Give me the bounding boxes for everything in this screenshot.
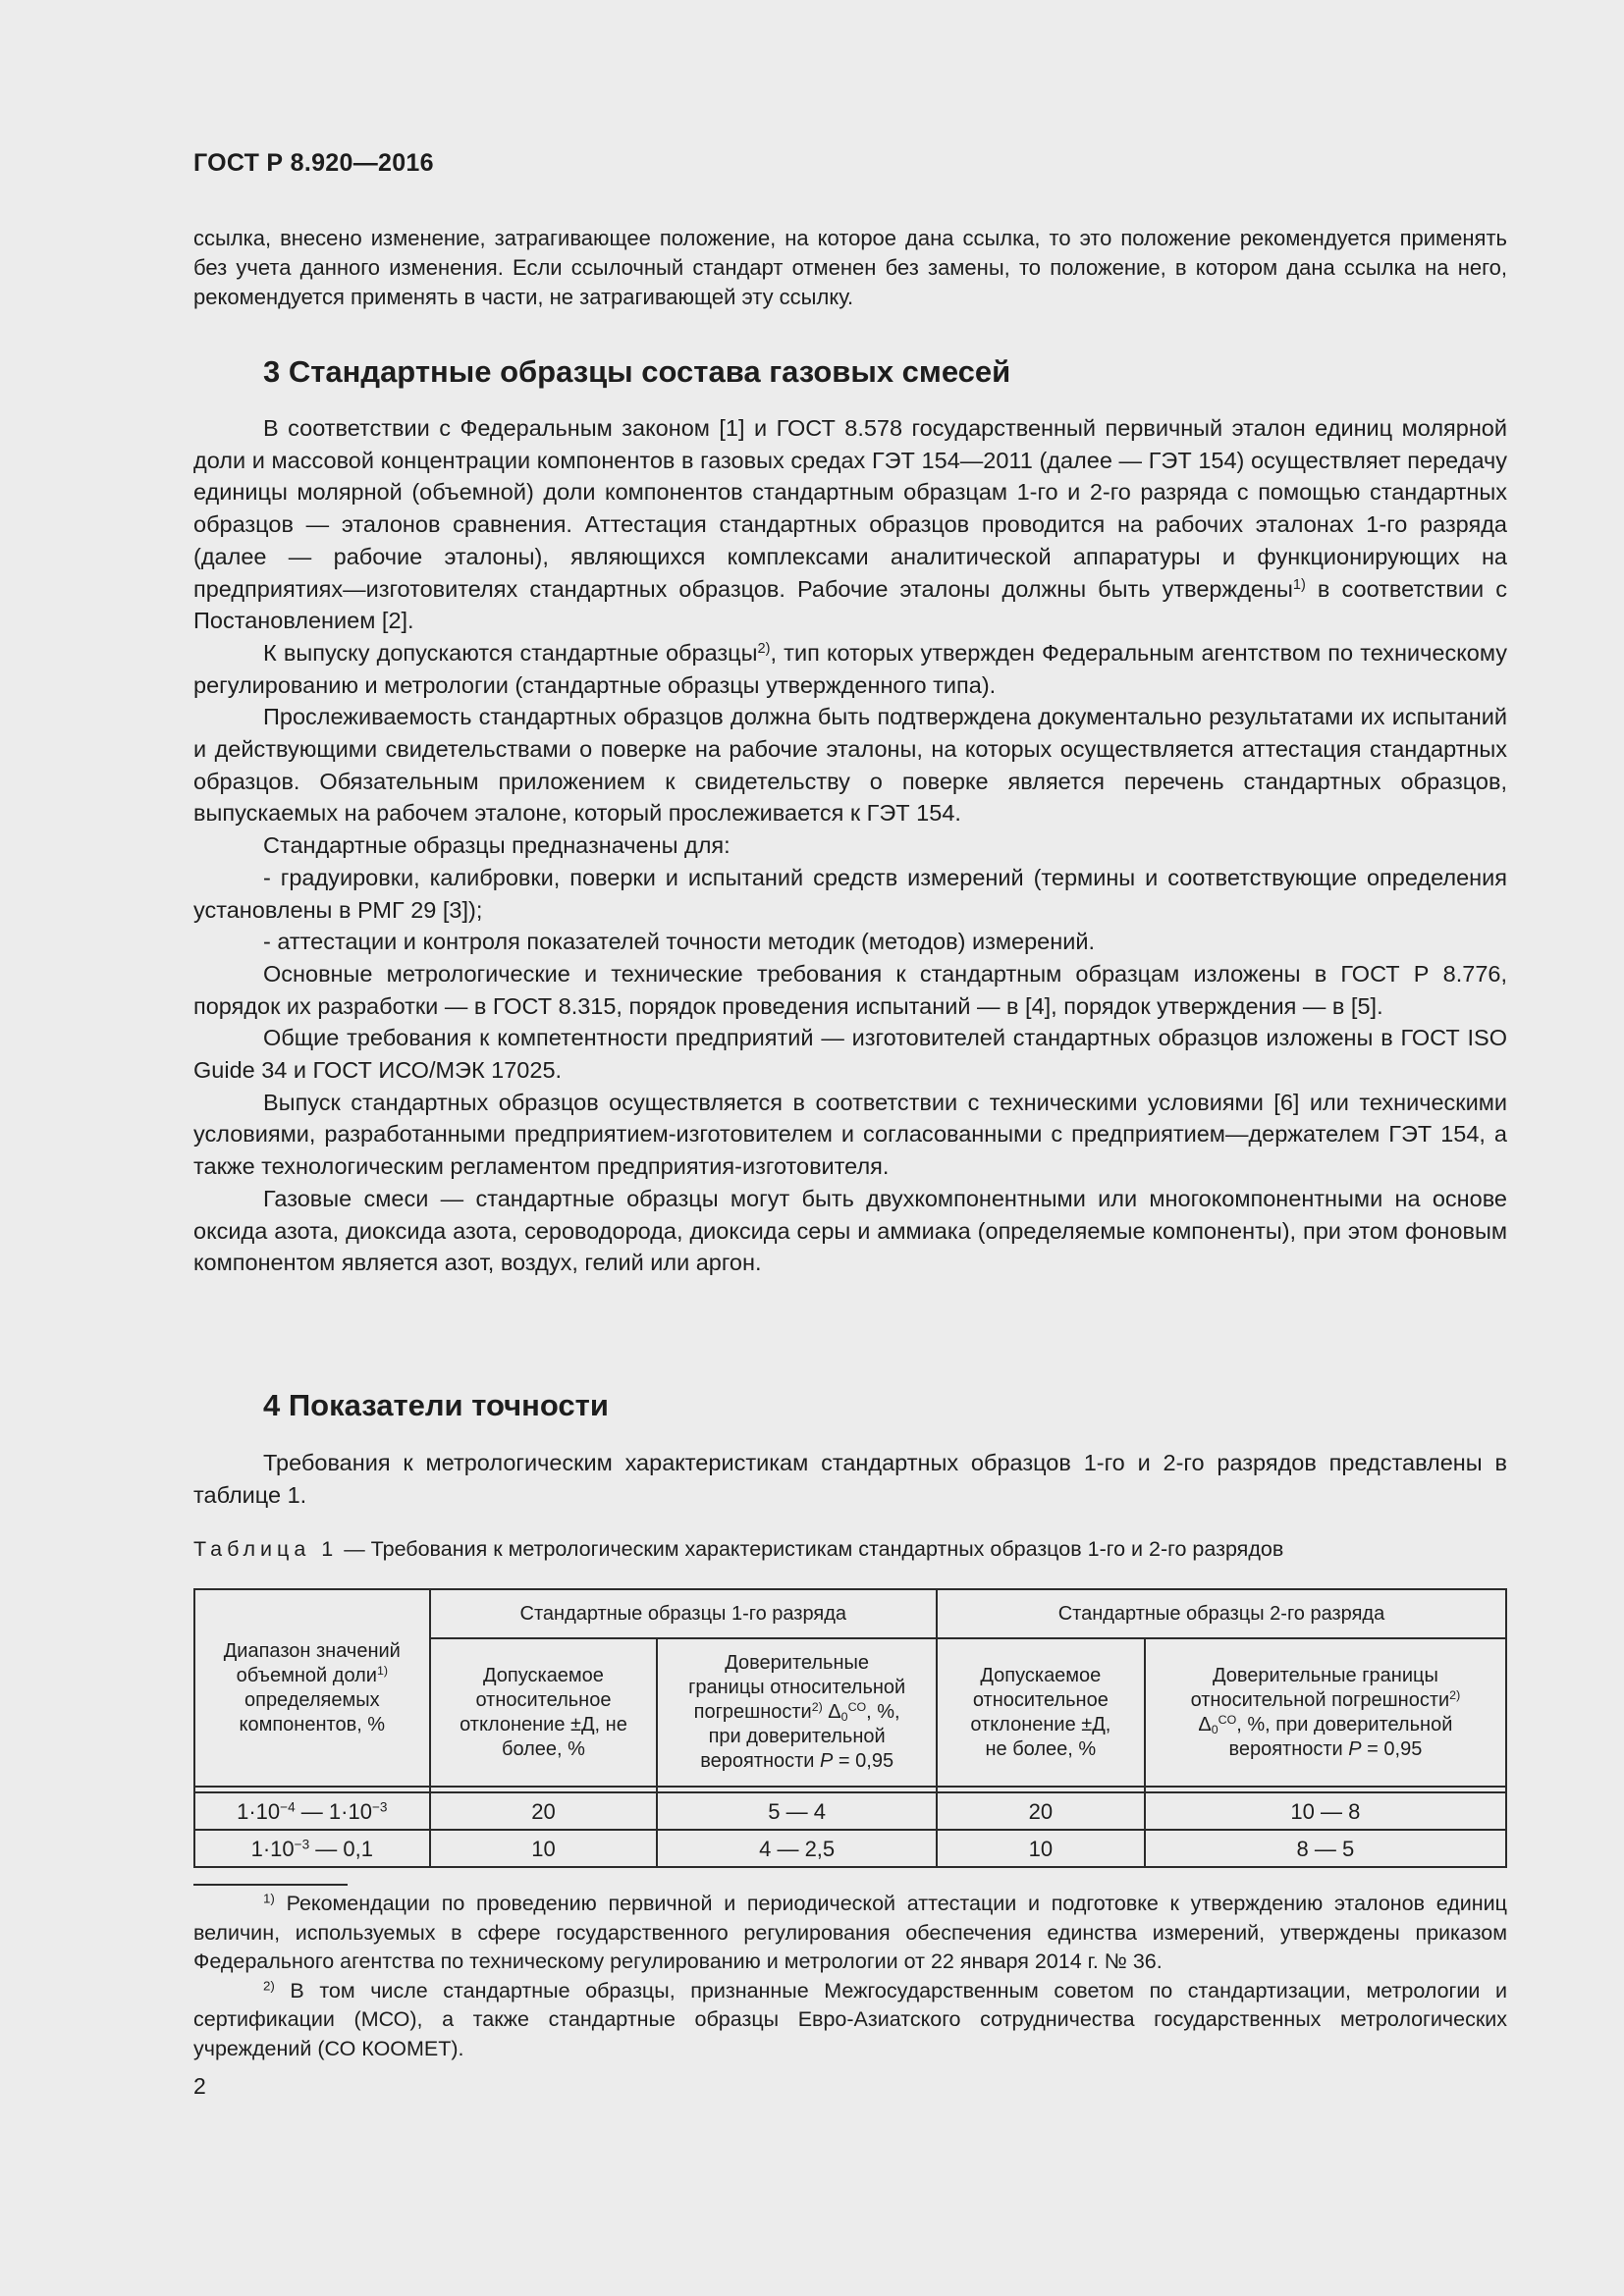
section-3-paragraph-9: Выпуск стандартных образцов осуществляется в соответствии с техническими условиями [6] или техническими условиями, разработанными предприятием-изготовителем и согласованными с предприятием—держателем ГЭТ 154, а также технологическим регламентом предприятия-изготовителя. bbox=[193, 1089, 1507, 1180]
probability-value: = 0,95 bbox=[833, 1750, 894, 1772]
text-span: Рекомендации по проведению первичной и периодической аттестации и подготовке к утверждению эталонов единиц величин, используемых в сфере государственного регулирования обеспечения единства измерений, утверждены приказом Федерального агентства по техническому регулированию и метрологии от 22 января 2014 г. № 36. bbox=[193, 1892, 1507, 1973]
cell-confidence-1: 5 — 4 bbox=[657, 1792, 937, 1830]
footnotes-block bbox=[193, 1890, 1507, 2063]
section-3-paragraph-2 bbox=[193, 637, 1507, 701]
page-number: 2 bbox=[193, 2073, 206, 2099]
delta-subscript: 0 bbox=[840, 1710, 848, 1725]
footnote-ref-2: 2) bbox=[811, 1700, 823, 1715]
delta-subscript: 0 bbox=[1211, 1722, 1218, 1736]
table-1-caption-text: — Требования к метрологическим характеристикам стандартных образцов 1-го и 2-го разрядов bbox=[338, 1537, 1284, 1561]
delta-symbol: Δ bbox=[1198, 1713, 1212, 1735]
probability-symbol: P bbox=[820, 1750, 834, 1772]
probability-value: = 0,95 bbox=[1361, 1737, 1423, 1760]
section-3-paragraph-8: Общие требования к компетентности предприятий — изготовителей стандартных образцов изложены в ГОСТ ISO Guide 34 и ГОСТ ИСО/МЭК 17025. bbox=[193, 1025, 1507, 1084]
footnote-divider bbox=[193, 1884, 348, 1886]
exponent: −3 bbox=[294, 1837, 310, 1851]
text-span: Доверительные границы относительной погрешности bbox=[688, 1652, 906, 1723]
table-header-group-2: Стандартные образцы 2-го разряда bbox=[937, 1589, 1506, 1638]
cell-deviation-2: 20 bbox=[937, 1792, 1145, 1830]
delta-symbol: Δ bbox=[828, 1701, 841, 1723]
intro-paragraph: ссылка, внесено изменение, затрагивающее положение, на которое дана ссылка, то это положение рекомендуется применять без учета данного изменения. Если ссылочный стандарт отменен без замены, то положение, в котором дана ссылка на него, рекомендуется применять в части, не затрагивающей эту ссылку. bbox=[193, 226, 1507, 309]
table-header-deviation-1: Допускаемое относительное отклонение ±Д, не более, % bbox=[430, 1638, 658, 1787]
text-span: , %, при доверительной вероятности bbox=[1228, 1713, 1453, 1760]
table-row bbox=[194, 1830, 1506, 1867]
section-3-paragraph-4: Стандартные образцы предназначены для: bbox=[263, 832, 731, 859]
exponent: −4 bbox=[280, 1799, 296, 1814]
text-span: В том числе стандартные образцы, признанные Межгосударственным советом по стандартизации, метрологии и сертификации (МСО), а также стандартные образцы Евро-Азиатского сотрудничества государственных метрологических учреждений (СО КООМЕТ). bbox=[193, 1978, 1507, 2060]
cell-confidence-1: 4 — 2,5 bbox=[657, 1830, 937, 1867]
footnote-ref-2: 2) bbox=[1449, 1687, 1461, 1702]
text-span: К выпуску допускаются стандартные образцы bbox=[263, 639, 758, 666]
text-span: , %, при доверительной вероятности bbox=[700, 1701, 900, 1772]
text-span: определяемых компонентов, % bbox=[239, 1688, 386, 1735]
footnote-ref-1: 1) bbox=[1292, 576, 1306, 593]
text-span: Доверительные границы относительной погрешности bbox=[1190, 1664, 1450, 1711]
section-3-paragraph-1 bbox=[193, 412, 1507, 637]
cell-confidence-2: 10 — 8 bbox=[1145, 1792, 1506, 1830]
text-span: 1·10 bbox=[237, 1798, 281, 1824]
cell-deviation-1: 10 bbox=[430, 1830, 658, 1867]
section-3-title: 3 Стандартные образцы состава газовых смесей bbox=[263, 354, 1011, 389]
text-span: — 1·10 bbox=[295, 1798, 372, 1824]
table-1-caption-label: Таблица 1 bbox=[193, 1537, 339, 1561]
cell-deviation-1: 20 bbox=[430, 1792, 658, 1830]
cell-confidence-2: 8 — 5 bbox=[1145, 1830, 1506, 1867]
delta-superscript: CO bbox=[1218, 1712, 1237, 1727]
exponent: −3 bbox=[371, 1799, 388, 1814]
text-span: Диапазон значений объемной доли bbox=[223, 1639, 401, 1686]
delta-superscript: CO bbox=[847, 1700, 867, 1715]
footnote-ref-1: 1) bbox=[376, 1663, 389, 1678]
document-code: ГОСТ Р 8.920—2016 bbox=[193, 149, 434, 177]
section-3-paragraph-3: Прослеживаемость стандартных образцов должна быть подтверждена документально результатами их испытаний и действующими свидетельствами о поверке на рабочие эталоны, на которых осуществляется аттестация стандартных образцов. Обязательным приложением к свидетельству о поверке является перечень стандартных образцов, выпускаемых на рабочем эталоне, который прослеживается к ГЭТ 154. bbox=[193, 704, 1507, 827]
text-span: — 0,1 bbox=[309, 1836, 373, 1861]
intro-paragraph-block bbox=[193, 224, 1507, 312]
table-header-range bbox=[194, 1589, 430, 1787]
text-span: в соответствии с Постановлением [2]. bbox=[193, 575, 1507, 634]
section-3-paragraph-10: Газовые смеси — стандартные образцы могут быть двухкомпонентными или многокомпонентными на основе оксида азота, диоксида азота, сероводорода, диоксида серы и аммиака (определяемые компоненты), при этом фоновым компонентом является азот, воздух, гелий или аргон. bbox=[193, 1185, 1507, 1276]
footnote-mark-2: 2) bbox=[263, 1978, 275, 1994]
text-span: , тип которых утвержден Федеральным агентством по техническому регулированию и метрологии (стандартные образцы утвержденного типа). bbox=[193, 639, 1507, 698]
cell-range bbox=[194, 1830, 430, 1867]
cell-deviation-2: 10 bbox=[937, 1830, 1145, 1867]
table-header-deviation-2: Допускаемое относительное отклонение ±Д, не более, % bbox=[937, 1638, 1145, 1787]
text-span: В соответствии с Федеральным законом [1] и ГОСТ 8.578 государственный первичный эталон единиц молярной доли и массовой концентрации компонентов в газовых средах ГЭТ 154—2011 (далее — ГЭТ 154) осуществляет передачу единицы молярной (объемной) доли компонентов стандартным образцам 1-го и 2-го разряда с помощью стандартных образцов — эталонов сравнения. Аттестация стандартных образцов проводится на рабочих эталонах 1-го разряда (далее — рабочие эталоны), являющихся комплексами аналитической аппаратуры и функционирующих на предприятиях—изготовителях стандартных образцов. Рабочие эталоны должны быть утверждены bbox=[193, 415, 1507, 602]
table-1-caption bbox=[193, 1537, 1283, 1562]
footnote-2 bbox=[193, 1977, 1507, 2064]
footnote-ref-2: 2) bbox=[757, 640, 771, 657]
table-header-confidence-1 bbox=[657, 1638, 937, 1787]
section-4-title: 4 Показатели точности bbox=[263, 1388, 609, 1422]
section-3-list-item-2: - аттестации и контроля показателей точности методик (методов) измерений. bbox=[263, 929, 1095, 955]
footnote-mark-1: 1) bbox=[263, 1891, 275, 1906]
section-4-body bbox=[193, 1447, 1507, 1511]
section-3-paragraph-7: Основные метрологические и технические требования к стандартным образцам изложены в ГОСТ Р 8.776, порядок их разработки — в ГОСТ 8.315, порядок проведения испытаний — в [4], порядок утверждения — в [5]. bbox=[193, 960, 1507, 1019]
table-row bbox=[194, 1792, 1506, 1830]
table-header-confidence-2 bbox=[1145, 1638, 1506, 1787]
cell-range bbox=[194, 1792, 430, 1830]
text-span: 1·10 bbox=[250, 1836, 295, 1861]
section-4-paragraph-1: Требования к метрологическим характеристикам стандартных образцов 1-го и 2-го разрядов представлены в таблице 1. bbox=[193, 1450, 1507, 1508]
probability-symbol: P bbox=[1348, 1737, 1362, 1760]
section-3-list-item-1: - градуировки, калибровки, поверки и испытаний средств измерений (термины и соответствующие определения установлены в РМГ 29 [3]); bbox=[193, 864, 1507, 923]
table-1 bbox=[193, 1588, 1507, 1868]
table-header-group-1: Стандартные образцы 1-го разряда bbox=[430, 1589, 937, 1638]
footnote-1 bbox=[193, 1890, 1507, 1977]
section-3-body bbox=[193, 412, 1507, 1279]
